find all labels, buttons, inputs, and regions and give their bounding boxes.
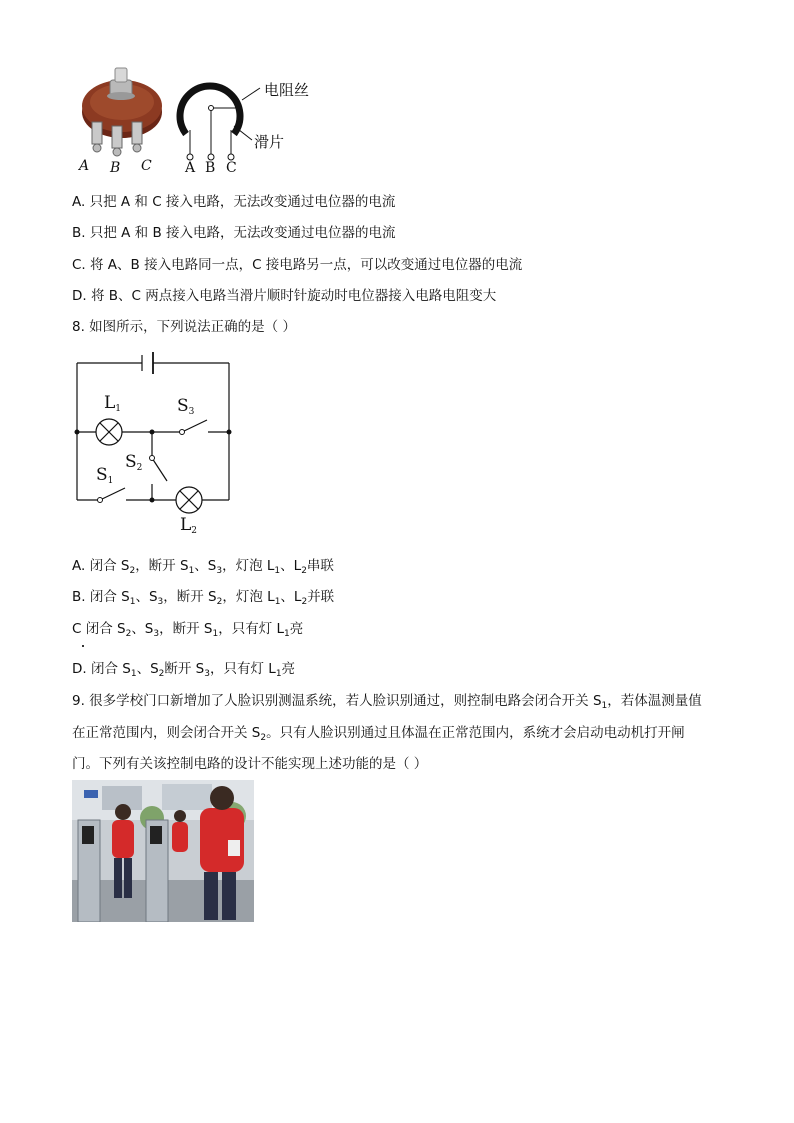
q8d-s1: 1 bbox=[130, 669, 137, 679]
label-l2-sub: 2 bbox=[191, 526, 198, 536]
q8b-p6: 并联 bbox=[307, 589, 335, 605]
q9-line1-a: 9. 很多学校门口新增加了人脸识别测温系统，若人脸识别通过，则控制电路会闭合开关 S bbox=[72, 693, 602, 709]
q7-option-d-text: D. 将 B、C 两点接入电路当滑片顺时针旋动时电位器接入电路电阻变大 bbox=[72, 288, 497, 304]
q8a-s2: 1 bbox=[188, 566, 195, 576]
q8d-p5: 亮 bbox=[281, 661, 296, 677]
q8-circuit-diagram bbox=[70, 348, 240, 543]
q8c-p2: 、S bbox=[131, 621, 154, 637]
q8-option-b bbox=[72, 588, 334, 606]
q9-line2-b: 。只有人脸识别通过且体温在正常范围内，系统才会启动电动机打开闸 bbox=[266, 725, 685, 741]
q9-line2-a: 在正常范围内，则会闭合开关 S bbox=[72, 725, 261, 741]
q8c-p5: 亮 bbox=[289, 621, 304, 637]
diagram-label-a: A bbox=[185, 160, 196, 176]
slider-label: 滑片 bbox=[254, 133, 285, 151]
q8a-p6: 串联 bbox=[306, 558, 334, 574]
label-s3 bbox=[177, 396, 194, 416]
label-s3-sub: 3 bbox=[188, 407, 195, 417]
label-l2 bbox=[180, 515, 197, 535]
q7-option-a-text: A. 只把 A 和 C 接入电路，无法改变通过电位器的电流 bbox=[72, 194, 396, 210]
q8d-s2: 2 bbox=[158, 669, 165, 679]
q8b-p2: 、S bbox=[135, 589, 158, 605]
q8a-p3: 、S bbox=[194, 558, 217, 574]
q8b-p4: ，灯泡 L bbox=[222, 589, 275, 605]
q8a-s1: 2 bbox=[129, 566, 136, 576]
stray-dot bbox=[82, 645, 84, 647]
q7-option-b bbox=[72, 224, 396, 242]
q8d-s3: 3 bbox=[204, 669, 210, 679]
q8-stem: 8. 如图所示，下列说法正确的是（ ） bbox=[72, 319, 296, 335]
q8a-s3: 3 bbox=[216, 566, 223, 576]
q8a-p2: ，断开 S bbox=[135, 558, 189, 574]
label-l1-sub: 1 bbox=[115, 404, 122, 414]
q8c-s4: 1 bbox=[284, 629, 290, 639]
q8c-p3: ，断开 S bbox=[159, 621, 213, 637]
q8a-p4: ，灯泡 L bbox=[222, 558, 275, 574]
diagram-label-b: B bbox=[205, 160, 216, 176]
face-recognition-gate-photo bbox=[72, 780, 254, 922]
q8d-s4: 1 bbox=[275, 669, 282, 679]
q8b-s4: 1 bbox=[274, 597, 281, 607]
q8-option-a bbox=[72, 557, 334, 575]
q9-line1-b: ，若体温测量值 bbox=[607, 693, 702, 709]
q8-option-d bbox=[72, 660, 295, 678]
q8b-p1: B. 闭合 S bbox=[72, 589, 130, 605]
label-s2-letter: S bbox=[125, 452, 137, 472]
q8a-p5: 、L bbox=[280, 558, 302, 574]
q8b-s2: 3 bbox=[157, 597, 164, 607]
label-l2-letter: L bbox=[180, 515, 192, 535]
label-s1-sub: 1 bbox=[107, 476, 114, 486]
diagram-label-c: C bbox=[226, 160, 237, 176]
q8b-s1: 1 bbox=[129, 597, 136, 607]
q8b-s3: 2 bbox=[216, 597, 223, 607]
q8c-s1: 2 bbox=[125, 629, 132, 639]
label-s3-letter: S bbox=[177, 396, 189, 416]
photo-label-b: B bbox=[110, 160, 121, 176]
label-s1 bbox=[96, 465, 113, 485]
q8b-s5: 2 bbox=[301, 597, 308, 607]
q8c-s2: 3 bbox=[153, 629, 160, 639]
q7-option-a bbox=[72, 193, 395, 211]
q8d-p2: 、S bbox=[136, 661, 159, 677]
q7-option-c-text: C. 将 A、B 接入电路同一点，C 接电路另一点，可以改变通过电位器的电流 bbox=[72, 257, 523, 273]
q8c-p1: C 闭合 S bbox=[72, 621, 126, 637]
label-s2 bbox=[125, 452, 142, 472]
q8d-p1: D. 闭合 S bbox=[72, 661, 131, 677]
q8b-p5: 、L bbox=[280, 589, 302, 605]
photo-label-a: A bbox=[79, 158, 90, 174]
photo-label-c: C bbox=[141, 158, 152, 174]
q8a-s4: 1 bbox=[274, 566, 281, 576]
q8-option-c bbox=[72, 620, 303, 638]
label-l1-letter: L bbox=[104, 393, 116, 413]
q8a-p1: A. 闭合 S bbox=[72, 558, 130, 574]
label-l1 bbox=[104, 393, 121, 413]
q8a-s5: 2 bbox=[301, 566, 307, 576]
q8b-p3: ，断开 S bbox=[163, 589, 217, 605]
q7-option-c bbox=[72, 256, 522, 274]
q8c-s3: 1 bbox=[212, 629, 219, 639]
resistance-wire-label: 电阻丝 bbox=[264, 81, 310, 99]
q9-stem-line2 bbox=[72, 724, 685, 742]
q8d-p4: ，只有灯 L bbox=[210, 661, 276, 677]
q8d-p3: 断开 S bbox=[164, 661, 205, 677]
label-s1-letter: S bbox=[96, 465, 108, 485]
label-s2-sub: 2 bbox=[136, 463, 143, 473]
q8c-p4: ，只有灯 L bbox=[218, 621, 285, 637]
q9-stem-line3: 门。下列有关该控制电路的设计不能实现上述功能的是（ ） bbox=[72, 756, 428, 772]
q9-line1-sub: 1 bbox=[601, 701, 608, 711]
q9-stem-line1 bbox=[72, 692, 702, 710]
q7-option-d bbox=[72, 287, 496, 305]
q7-option-b-text: B. 只把 A 和 B 接入电路，无法改变通过电位器的电流 bbox=[72, 225, 396, 241]
q9-line2-sub: 2 bbox=[260, 733, 267, 743]
